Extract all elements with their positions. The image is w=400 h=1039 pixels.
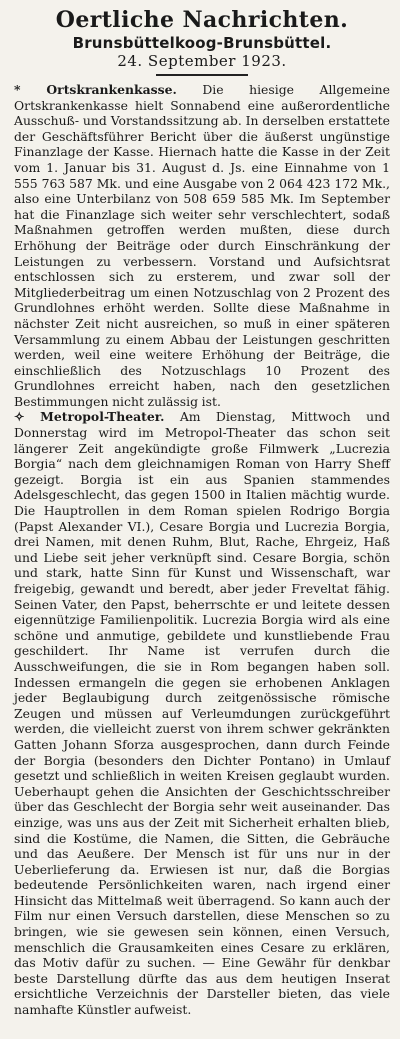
section-title: Oertliche Nachrichten. xyxy=(55,7,349,33)
article-ortskrankenkasse xyxy=(14,82,390,409)
article-lead: * Ortskrankenkasse. xyxy=(14,82,177,97)
article-lead: ✧ Metropol-Theater. xyxy=(14,409,165,425)
divider-rule xyxy=(156,74,248,76)
article-metropol-theater xyxy=(14,409,390,1017)
location-subtitle: Brunsbüttelkoog-Brunsbüttel. xyxy=(72,34,332,52)
article-body: Am Dienstag, Mittwoch und Donnerstag wird im Metropol-Theater das schon seit längerer Zeit angekündigte große Filmwerk „Lucrezia Borgia“ nach dem gleichnamigen Roman von Harry Sheff gezeigt. Borgia ist ein aus Spanien stammendes Adelsgeschlecht, das gegen 1500 in Italien mächtig wurde. Die Hauptrollen in dem Roman spielen Rodrigo Borgia (Papst Alexander VI.), Cesare Borgia und Lucrezia Borgia, drei Namen, mit denen Ruhm, Blut, Rache, Ehrgeiz, Haß und Liebe seit jeher verknüpft sind. Cesare Borgia, schön und stark, hatte Sinn für Kunst und Wissenschaft, war freigebig, gewandt und beredt, aber jeder Freveltat fähig. Seinen Vater, den Papst, beherrschte er und leitete dessen eigennützige Familienpolitik. Lucrezia Borgia wird als eine schöne und anmutige, gebildete und kunstliebende Frau geschildert. Ihr Name ist verrufen durch die Ausschweifungen, die sie in Rom begangen haben soll. Indessen ermangeln die gegen sie erhobenen Anklagen jeder Beglaubigung durch zeitgenössische römische Zeugen und müssen auf Verleumdungen zurückgeführt werden, die vielleicht zuerst von ihrem schwer gekränkten Gatten Johann Sforza ausgesprochen, dann durch Feinde der Borgia (besonders den Dichter Pontano) in Umlauf gesetzt und schließlich in weiten Kreisen geglaubt wurden. Ueberhaupt gehen die Ansichten der Geschichtsschreiber über das Geschlecht der Borgia sehr weit auseinander. Das einzige, was uns aus der Zeit mit Sicherheit erhalten blieb, sind die Kostüme, die Namen, die Sitten, die Gebräuche und das Aeußere. Der Mensch ist für uns nur in der Ueberlieferung da. Erwiesen ist nur, daß die Borgias bedeutende Persönlichkeiten waren, nach irgend einer Hinsicht das Mittelmaß weit überragend. So kann auch der Film nur einen Versuch darstellen, diese Menschen so zu bringen, wie sie gewesen sein können, einen Versuch, menschlich die Grausamkeiten eines Cesare zu erklären, das Motiv dafür zu suchen. — Eine Gewähr für denkbar beste Darstellung dürfte das aus dem heutigen Inserat ersichtliche Verzeichnis der Darsteller bieten, das viele namhafte Künstler aufweist. xyxy=(14,409,391,1018)
article-body: Die hiesige Allgemeine Ortskrankenkasse hielt Sonnabend eine außerordentliche Ausschuß- und Vorstandssitzung ab. In derselben erstattete der Geschäftsführer Bericht über die äußerst ungünstige Finanzlage der Kasse. Hiernach hatte die Kasse in der Zeit vom 1. Januar bis 31. August d. Js. eine Einnahme von 1 555 763 587 Mk. und eine Ausgabe von 2 064 423 172 Mk., also eine Unterbilanz von 508 659 585 Mk. Im September hat die Finanzlage sich weiter sehr verschlechtert, sodaß Maßnahmen getroffen werden mußten, diese durch Erhöhung der Beiträge oder durch Einschränkung der Leistungen zu verbessern. Vorstand und Aufsichtsrat entschlossen sich zu ersterem, und zwar soll der Mitgliederbeitrag um einen Notzuschlag von 2 Prozent des Grundlohnes erhöht werden. Sollte diese Maßnahme in nächster Zeit nicht ausreichen, so muß in einer späteren Versammlung zu einem Abbau der Leistungen geschritten werden, weil eine weitere Erhöhung der Beiträge, die einschließlich des Notzuschlags 10 Prozent des Grundlohnes erreicht haben, nach den gesetzlichen Bestimmungen nicht zulässig ist. xyxy=(14,82,390,409)
issue-date: 24. September 1923. xyxy=(117,52,287,70)
section-header xyxy=(14,0,390,76)
